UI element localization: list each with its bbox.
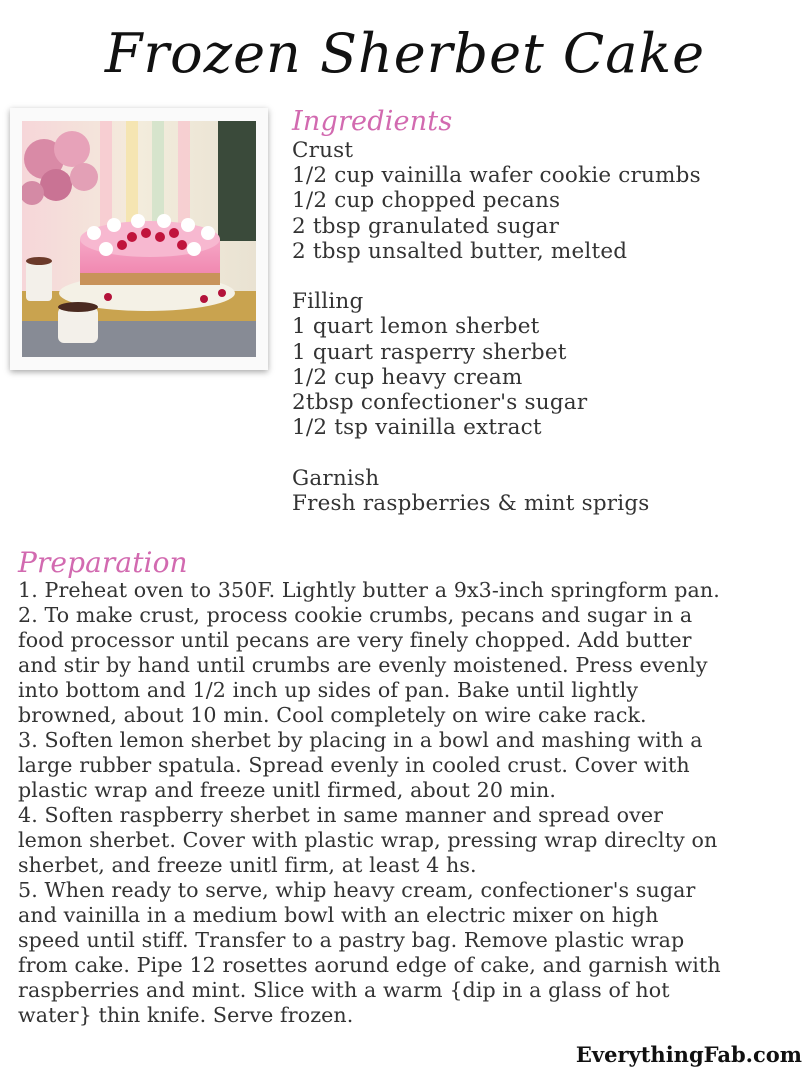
filling-group [292, 289, 792, 440]
cake-photo-icon [22, 121, 256, 357]
ingredient-item: Fresh raspberries & mint sprigs [292, 490, 650, 516]
ingredient-item: 1/2 cup vainilla wafer cookie crumbs [292, 163, 701, 189]
ingredient-item: 2 tbsp granulated sugar [292, 213, 560, 239]
ingredient-item: 2 tbsp unsalted butter, melted [292, 238, 628, 264]
ingredient-item: 1/2 cup chopped pecans [292, 188, 561, 214]
site-watermark: EverythingFab.com [575, 1042, 802, 1067]
preparation-heading: Preparation [18, 546, 188, 579]
garnish-label: Garnish [292, 465, 380, 491]
ingredient-item: 1 quart rasperry sherbet [292, 339, 567, 365]
cake-photo [10, 108, 268, 370]
ingredient-item: 1/2 cup heavy cream [292, 364, 523, 390]
preparation-steps: 1. Preheat oven to 350F. Lightly butter a 9x3-inch springform pan. 2. To make crust, process cookie crumbs, pecans and sugar in a food processor until pecans are very finely chopped. Add butter and stir by hand until crumbs are evenly moistened. Press evenly into bottom and 1/2 inch up sides of pan. Bake until lightly browned, about 10 min. Cool completely on wire cake rack. 3. Soften lemon sherbet by placing in a bowl and mashing with a large rubber spatula. Spread evenly in cooled crust. Cover with plastic wrap and freeze unitl firmed, about 20 min. 4. Soften raspberry sherbet in same manner and spread over lemon sherbet. Cover with plastic wrap, pressing wrap direclty on sherbet, and freeze unitl firm, at least 4 hs. 5. When ready to serve, whip heavy cream, confectioner's sugar and vainilla in a medium bowl with an electric mixer on high speed until stiff. Transfer to a pastry bag. Remove plastic wrap from cake. Pipe 12 rosettes aorund edge of cake, and garnish with raspberries and mint. Slice with a warm {dip in a glass of hot water} thin knife. Serve frozen. [18, 578, 721, 1027]
ingredients-section [292, 106, 792, 516]
crust-group [292, 138, 792, 264]
ingredient-item: 1/2 tsp vainilla extract [292, 415, 542, 441]
ingredient-item: 2tbsp confectioner's sugar [292, 390, 588, 416]
crust-label: Crust [292, 138, 354, 163]
filling-label: Filling [292, 289, 364, 315]
recipe-title: Frozen Sherbet Cake [104, 22, 706, 85]
garnish-group [292, 466, 792, 516]
preparation-section [18, 546, 810, 1028]
ingredients-heading: Ingredients [292, 106, 453, 137]
ingredient-item: 1 quart lemon sherbet [292, 314, 540, 340]
